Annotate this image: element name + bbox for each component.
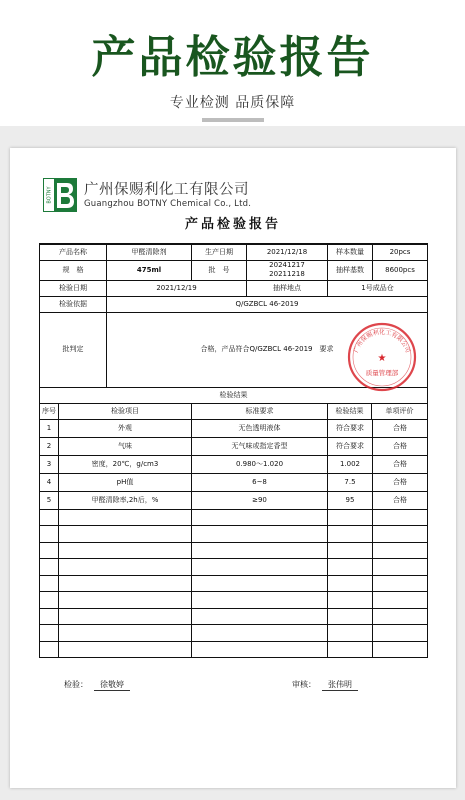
row-standard: 6~8 bbox=[192, 473, 328, 491]
blank-row bbox=[40, 641, 428, 658]
row-no: 2 bbox=[40, 437, 59, 455]
batch-value bbox=[247, 260, 328, 280]
page-title: 产品检验报告 bbox=[91, 32, 374, 83]
base-value: 8600pcs bbox=[373, 260, 428, 280]
row-standard: 无色透明液体 bbox=[192, 419, 328, 437]
company-name-cn: 广州保赐利化工有限公司 bbox=[84, 182, 249, 198]
blank-row bbox=[40, 625, 428, 642]
row-standard: 无气味或指定香型 bbox=[192, 437, 328, 455]
row-standard: 0.980～1.020 bbox=[192, 455, 328, 473]
blank-row bbox=[40, 575, 428, 592]
row-eval: 合格 bbox=[373, 455, 428, 473]
date-value: 2021/12/18 bbox=[247, 244, 328, 260]
row-result: 1.002 bbox=[328, 455, 373, 473]
page-subtitle: 专业检测 品质保障 bbox=[169, 95, 296, 111]
col-header-no: 序号 bbox=[40, 403, 59, 419]
row-basis bbox=[40, 296, 428, 312]
row-no: 4 bbox=[40, 473, 59, 491]
col-header-result-eval bbox=[328, 403, 428, 419]
col-header-item: 检验项目 bbox=[59, 403, 192, 419]
blank-row bbox=[40, 526, 428, 543]
blank-row bbox=[40, 509, 428, 526]
judge-value: 合格，产品符合Q/GZBCL 46-2019 要求 bbox=[107, 312, 428, 387]
report-title: 产品检验报告 bbox=[184, 217, 281, 232]
col-header-standard: 标准要求 bbox=[192, 403, 328, 419]
batch-value-2: 20211218 bbox=[269, 270, 305, 278]
blank-row bbox=[40, 542, 428, 559]
inspect-date-value: 2021/12/19 bbox=[107, 280, 247, 296]
row-item: 外观 bbox=[59, 419, 192, 437]
location-value: 1号成品仓 bbox=[328, 280, 428, 296]
row-product bbox=[40, 244, 428, 260]
svg-text:★: ★ bbox=[377, 353, 387, 364]
row-no: 1 bbox=[40, 419, 59, 437]
row-standard: ≥90 bbox=[192, 491, 328, 509]
row-result: 符合要求 bbox=[328, 437, 373, 455]
table-row bbox=[40, 491, 428, 509]
row-eval: 合格 bbox=[373, 473, 428, 491]
blank-row bbox=[40, 559, 428, 576]
inspect-date-label: 检验日期 bbox=[40, 280, 107, 296]
row-no: 5 bbox=[40, 491, 59, 509]
report-table bbox=[39, 243, 428, 658]
stamp-text-2: 质量管理部 bbox=[365, 369, 399, 377]
logo-text: BOTNY bbox=[46, 186, 53, 204]
spec-value: 475ml bbox=[107, 260, 192, 280]
col-header-result: 检验结果 bbox=[335, 406, 364, 415]
quality-stamp-icon bbox=[346, 321, 418, 393]
row-result: 7.5 bbox=[328, 473, 373, 491]
results-header: 检验结果 bbox=[40, 387, 428, 403]
table-row bbox=[40, 419, 428, 437]
location-label: 抽样地点 bbox=[247, 280, 328, 296]
row-result: 95 bbox=[328, 491, 373, 509]
table-row bbox=[40, 473, 428, 491]
blank-row bbox=[40, 592, 428, 609]
reviewer-signature bbox=[292, 679, 358, 691]
row-no: 3 bbox=[40, 455, 59, 473]
batch-value-1: 20241217 bbox=[269, 261, 305, 269]
base-label: 抽样基数 bbox=[328, 260, 373, 280]
sample-label: 样本数量 bbox=[328, 244, 373, 260]
title-divider bbox=[202, 118, 264, 122]
reviewer-label: 审核： bbox=[292, 680, 316, 689]
reviewer-name: 张伟明 bbox=[322, 679, 358, 691]
row-item: 气味 bbox=[59, 437, 192, 455]
row-eval: 合格 bbox=[373, 419, 428, 437]
row-eval: 合格 bbox=[373, 491, 428, 509]
basis-value: Q/GZBCL 46-2019 bbox=[107, 296, 428, 312]
row-result: 符合要求 bbox=[328, 419, 373, 437]
company-logo-icon bbox=[43, 178, 77, 212]
row-eval: 合格 bbox=[373, 437, 428, 455]
stamp-text-1: 广州保赐利化工有限公司 bbox=[352, 329, 412, 354]
blank-row bbox=[40, 608, 428, 625]
basis-label: 检验依据 bbox=[40, 296, 107, 312]
spec-label: 规 格 bbox=[40, 260, 107, 280]
row-item: 甲醛清除率,2h后，% bbox=[59, 491, 192, 509]
row-spec bbox=[40, 260, 428, 280]
product-label: 产品名称 bbox=[40, 244, 107, 260]
inspector-signature bbox=[64, 679, 130, 691]
row-inspect-date bbox=[40, 280, 428, 296]
report-sheet bbox=[10, 148, 456, 788]
col-header-eval: 单项评价 bbox=[371, 404, 427, 419]
company-name-en: Guangzhou BOTNY Chemical Co., Ltd. bbox=[84, 199, 252, 209]
inspector-name: 徐敬婷 bbox=[94, 679, 130, 691]
table-row bbox=[40, 437, 428, 455]
sample-value: 20pcs bbox=[373, 244, 428, 260]
date-label: 生产日期 bbox=[192, 244, 247, 260]
product-value: 甲醛清除剂 bbox=[107, 244, 192, 260]
batch-label: 批 号 bbox=[192, 260, 247, 280]
row-item: pH值 bbox=[59, 473, 192, 491]
row-columns bbox=[40, 403, 428, 419]
inspector-label: 检验： bbox=[64, 680, 88, 689]
table-row bbox=[40, 455, 428, 473]
judge-label: 批判定 bbox=[40, 312, 107, 387]
row-item: 密度，20℃，g/cm3 bbox=[59, 455, 192, 473]
